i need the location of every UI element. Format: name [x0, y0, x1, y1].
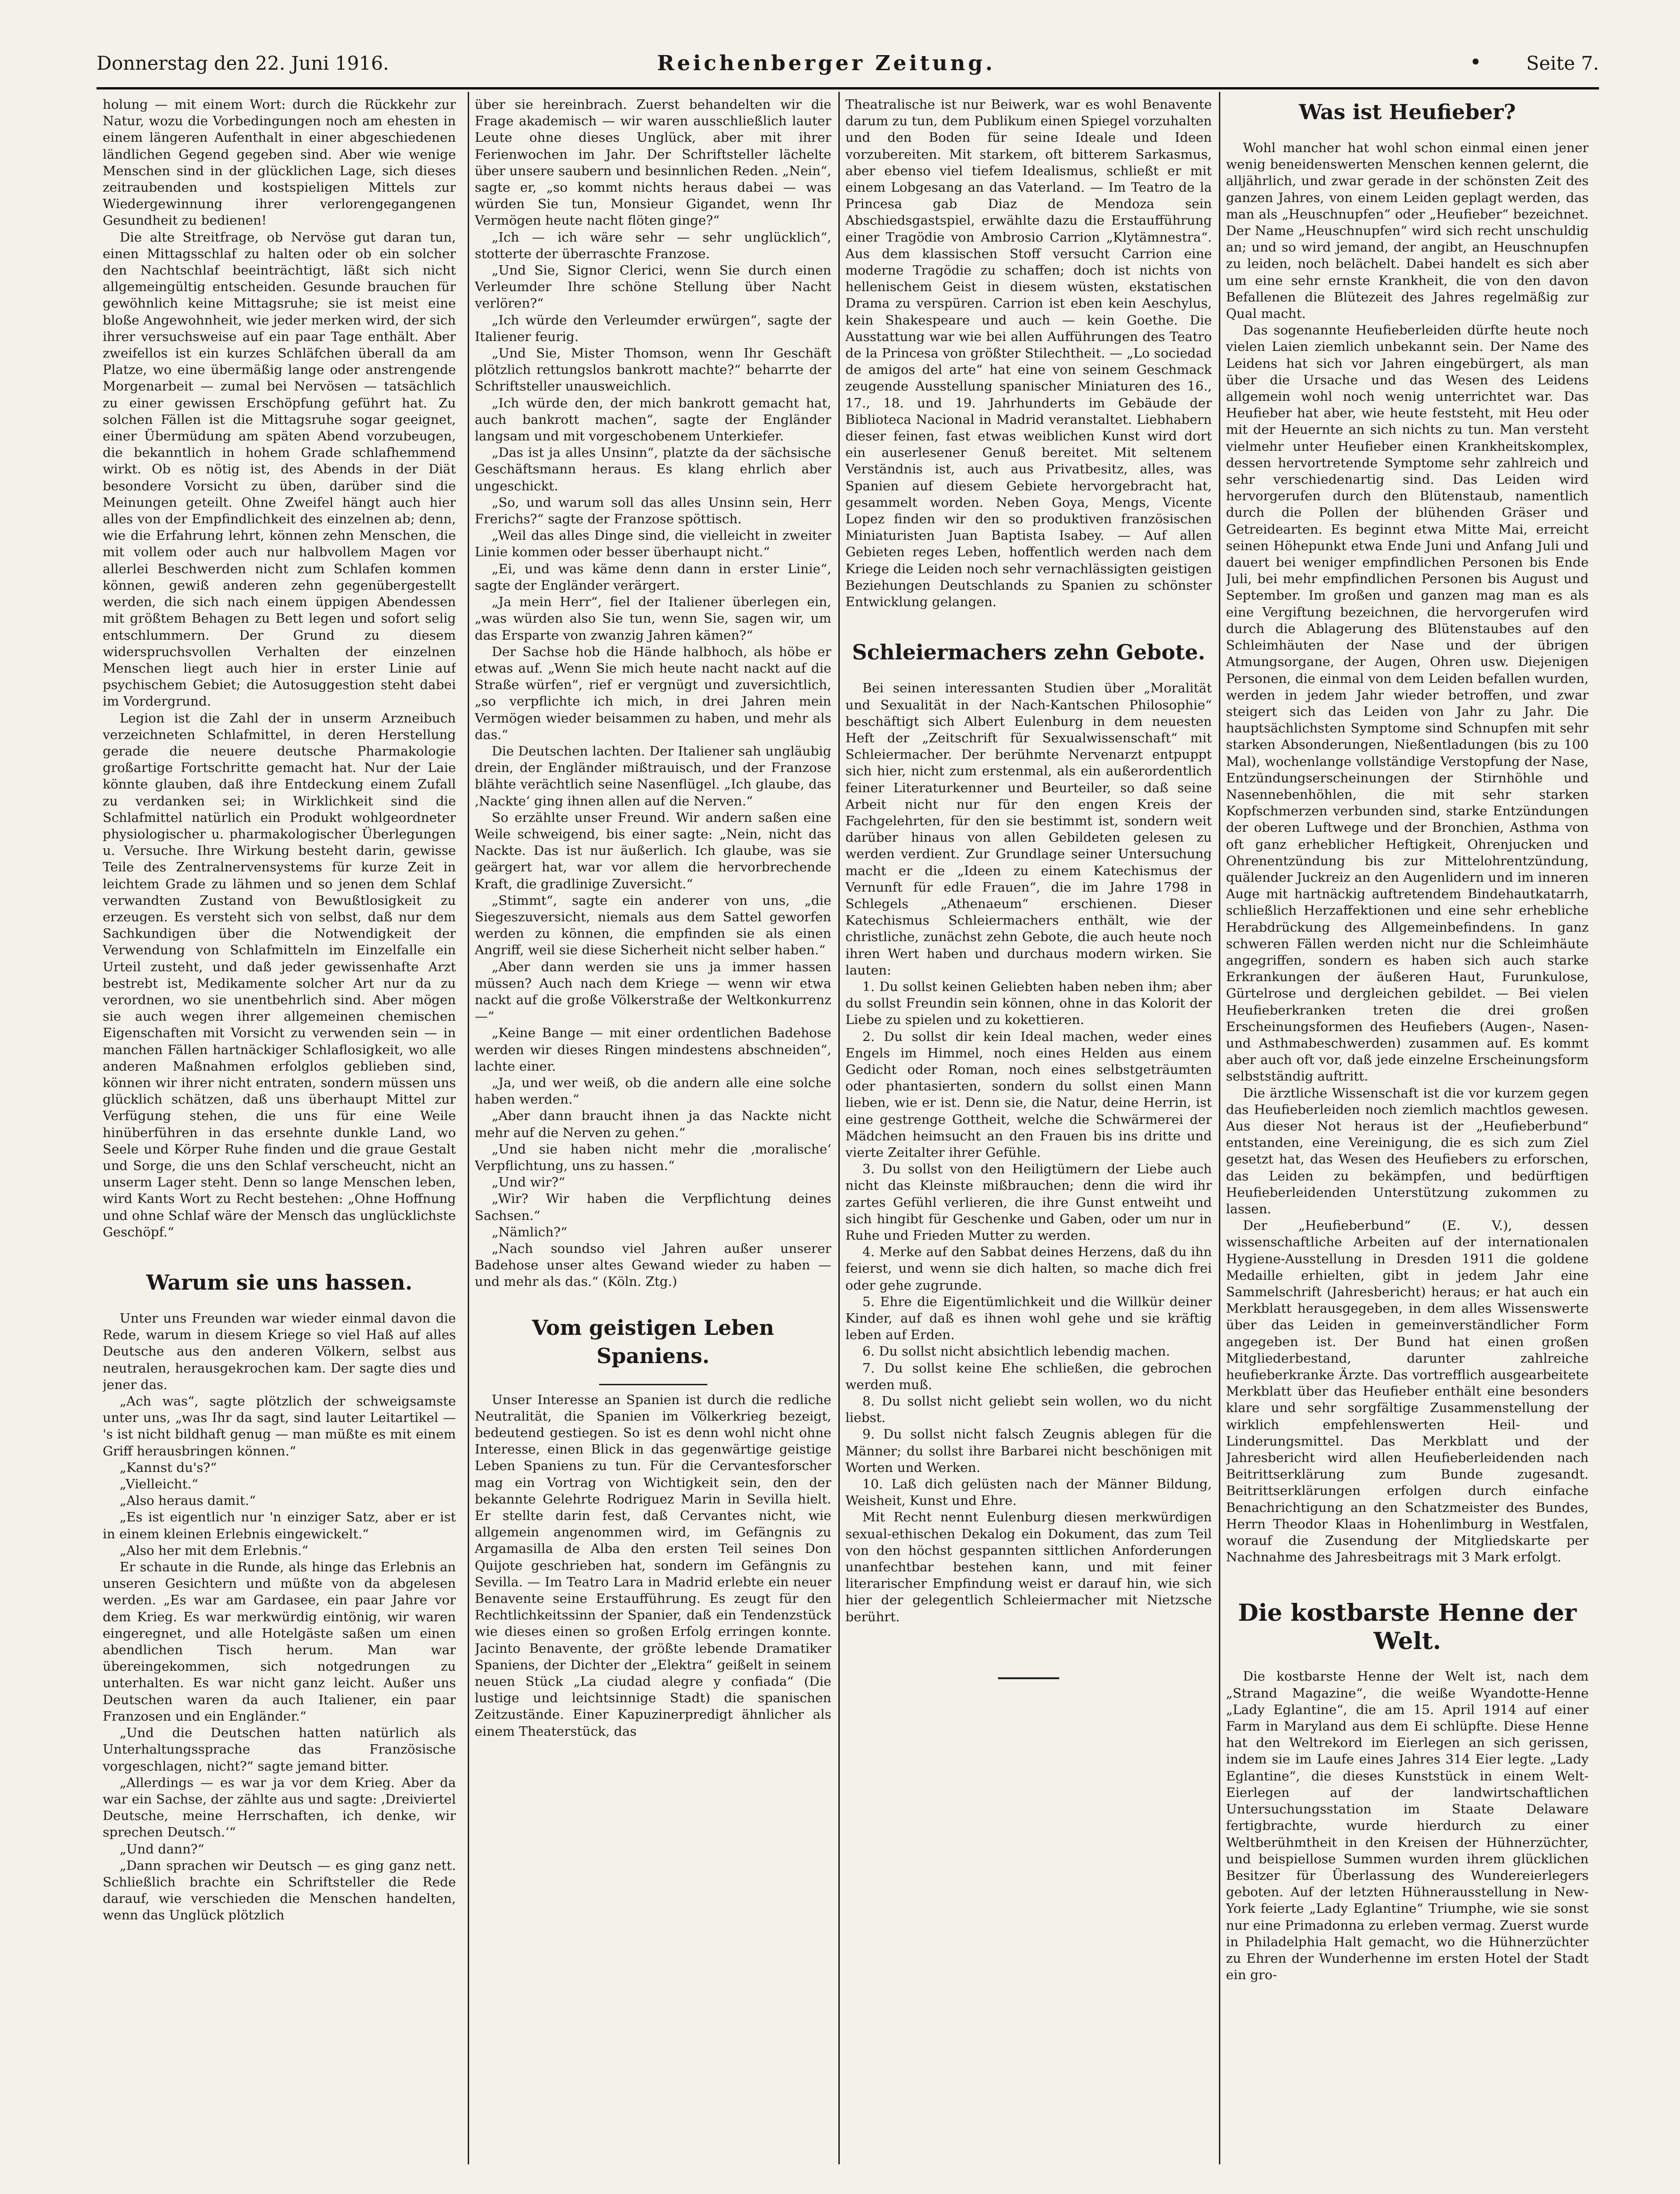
- paragraph: Theatralische ist nur Beiwerk, war es wohl Benavente darum zu tun, dem Publikum einen Spiegel vorzuhalten und den Boden für seine Ideale und Ideen vorzubereiten. Mit starkem, oft bitterem Sarkasmus, aber ebenso viel tiefem Idealismus, schließt er mit einem Lobgesang an das Vaterland. — Im Teatro de la Princesa gab Diaz de Mendoza sein Abschiedsgastspiel, erwählte dazu die Erstaufführung einer Tragödie von Ambrosio Carrion „Klytämnestra“. Aus dem klassischen Stoff versucht Carrion eine moderne Tragödie zu schaffen; doch ist nichts von hellenischem Geist in diesem wüsten, ekstatischen Drama zu verspüren. Carrion ist eben kein Aeschylus, kein Shakespeare und auch — kein Goethe. Die Ausstattung war wie bei allen Aufführungen des Teatro de la Princesa von größter Stilechtheit. — „Lo sociedad de amigos del arte“ hat eine von seinem Geschmack zeugende Ausstellung spanischer Miniaturen des 16., 17., 18. und 19. Jahrhunderts im Gebäude der Biblioteca Nacional in Madrid veranstaltet. Liebhabern dieser feinen, fast etwas weiblichen Kunst wird dort ein auserlesener Genuß bereitet. Mit seltenem Verständnis ist, auch aus Privatbesitz, alles, was Spanien auf diesem Gebiete hervorgebracht hat, gesammelt worden. Neben Goya, Mengs, Vicente Lopez finden wir den so produktiven französischen Miniaturisten Juan Baptista Isabey. — Auf allen Gebieten reges Leben, hoffentlich werden nach dem Kriege die Leiden noch sehr vernachlässigten geistigen Beziehungen Deutschlands zu Spanien zu schönster Entwicklung gelangen.: [845, 97, 1212, 610]
- paragraph: „Kannst du's?“: [120, 1460, 217, 1475]
- paragraph: „So, und warum soll das alles Unsinn sein, Herr Frerichs?“ sagte der Franzose spöttisch.: [475, 495, 831, 527]
- paragraph: „Nach soundso viel Jahren außer unserer Badehose unser altes Gewand wieder zu haben — und mehr als das.“ (Köln. Ztg.): [475, 1241, 831, 1290]
- column-3: [845, 97, 1212, 2164]
- article-heading: Vom geistigen Leben Spaniens.: [532, 1316, 774, 1368]
- commandment: 3. Du sollst von den Heiligtümern der Liebe auch nicht das Kleinste mißbrauchen; denn die wird ihr zartes Gefühl verlieren, die ihre Gunst entweiht und sich hingibt für Geschenke und Gaben, oder um nur in Ruhe und Frieden Mutter zu werden.: [845, 1162, 1212, 1243]
- paragraph: Bei seinen interessanten Studien über „Moralität und Sexualität in der Nach-Kantschen Philosophie“ beschäftigt sich Albert Eulenburg in dem neuesten Heft der „Zeitschrift für Sexualwissenschaft“ mit Schleiermacher. Der berühmte Nervenarzt entpuppt sich hier, nicht zum erstenmal, als ein außerordentlich feiner Literaturkenner und Beurteiler, so daß seine Arbeit nicht nur für den engen Kreis der Fachgelehrten, für den sie bestimmt ist, sondern weit darüber hinaus von allen Gebildeten gelesen zu werden verdient. Zur Grundlage seiner Untersuchung macht er die „Ideen zu einem Katechismus der Vernunft für edle Frauen“, die im Jahre 1798 in Schlegels „Athenaeum“ erschienen. Dieser Katechismus Schleiermachers enthält, wie der christliche, zunächst zehn Gebote, die auch heute noch ihren Wert haben und durchaus modern wirken. Sie lauten:: [845, 681, 1212, 978]
- issue-date: Donnerstag den 22. Juni 1916.: [97, 53, 389, 74]
- column-2: [475, 97, 831, 2164]
- column-4: [1226, 97, 1589, 2164]
- article-heading: Warum sie uns hassen.: [146, 1271, 413, 1295]
- paragraph: „Keine Bange — mit einer ordentlichen Badehose werden wir dieses Ringen mindestens abschneiden“, lachte einer.: [475, 1025, 831, 1074]
- paragraph: „Aber dann werden sie uns ja immer hassen müssen? Auch nach dem Kriege — wenn wir etwa nackt auf die große Völkerstraße der Weltkonkurrenz —“: [475, 959, 831, 1024]
- paragraph: „Dann sprachen wir Deutsch — es ging ganz nett. Schließlich brachte ein Schriftsteller die Rede darauf, wie verschieden die Menschen handelten, wenn das Unglück plötzlich: [103, 1858, 456, 1923]
- article-heading: Was ist Heufieber?: [1299, 100, 1516, 124]
- paragraph: Die kostbarste Henne der Welt ist, nach dem „Strand Magazine“, die weiße Wyandotte-Henne „Lady Eglantine“, die am 15. April 1914 auf einer Farm in Maryland aus dem Ei schlüpfte. Diese Henne hat den Weltrekord im Eierlegen an sich gerissen, indem sie im Laufe eines Jahres 314 Eier legte. „Lady Eglantine“, die dieses Kunststück in einem Welt-Eierlegen auf der landwirtschaftlichen Untersuchungsstation im Staate Delaware fertigbrachte, wurde hierdurch zu einer Weltberühmtheit in den Kreisen der Hühnerzüchter, und beispiellose Summen wurden ihrem glücklichen Besitzer für Überlassung des Wundereierlegers geboten. Auf der letzten Hühnerausstellung in New-York feierte „Lady Eglantine“ Triumphe, wie sie sonst nur eine Primadonna zu erleben vermag. Zuerst wurde in Philadelphia Halt gemacht, wo die Hühnerzüchter zu Ehren der Wunderhenne im ersten Hotel der Stadt ein gro-: [1226, 1669, 1589, 1983]
- heading-rule: [599, 1384, 707, 1385]
- paragraph: „Ei, und was käme denn dann in erster Linie“, sagte der Engländer verärgert.: [475, 561, 831, 593]
- paragraph: „Und sie haben nicht mehr die ‚moralische‘ Verpflichtung, uns zu hassen.“: [475, 1141, 831, 1173]
- paragraph: holung — mit einem Wort: durch die Rückkehr zur Natur, wozu die Vorbedingungen noch am ehesten in einem längeren Aufenthalt in einer abgeschiedenen ländlichen Gegend gegeben sind. Aber wie wenige Menschen sind in der glücklichen Lage, sich dieses zeitraubenden und kostspieligen Mittels zur Wiedergewinnung ihrer verlorengegangenen Gesundheit zu bedienen!: [103, 97, 456, 228]
- paragraph: Er schaute in die Runde, als hinge das Erlebnis an unseren Gesichtern und müßte von da abgelesen werden. „Es war am Gardasee, ein paar Jahre vor dem Krieg. Es war merkwürdig eintönig, wir waren eingeregnet, und alle Hotelgäste saßen um einen abendlichen Tisch herum. Man war übereingekommen, sich notgedrungen zu unterhalten. Es war nicht ganz leicht. Außer uns Deutschen waren da auch Italiener, ein paar Franzosen und ein Engländer.“: [103, 1560, 456, 1724]
- paragraph: Unter uns Freunden war wieder einmal davon die Rede, warum in diesem Kriege so viel Haß auf alles Deutsche aus den anderen Völkern, selbst aus neutralen, herausgekrochen kam. Der sagte dies und jener das.: [103, 1311, 456, 1392]
- paragraph: Die alte Streitfrage, ob Nervöse gut daran tun, einen Mittagsschlaf zu halten oder ob ein solcher den Nachtschlaf beeinträchtigt, läßt sich nicht allgemeingültig entscheiden. Gesunde brauchen für gewöhnlich keine Mittagsruhe; sie ist meist eine bloße Angewohnheit, wie jeder merken wird, der sich ihrer versuchsweise auf ein paar Tage enthält. Aber zweifellos ist ein kurzes Schläfchen überall da am Platze, wo eine übermäßig lange oder anstrengende Morgenarbeit — zumal bei Nervösen — tatsächlich zu einer gewissen Erschöpfung geführt hat. Zu solchen Fällen ist die Mittagsruhe sogar geeignet, einer Übermüdung am späten Abend vorzubeugen, die bekanntlich in hohem Grade schlafhemmend wirkt. Ob es nötig ist, des Abends in der Diät besondere Vorsicht zu üben, darüber sind die Meinungen geteilt. Ohne Zweifel hängt auch hier alles von der Empfindlichkeit des einzelnen ab; denn, wie die Erfahrung lehrt, können zehn Menschen, die mit vollem oder auch nur halbvollem Magen vor allerlei Beschwerden nicht zum Schlafen kommen können, gewiß anderen zehn gegenübergestellt werden, die sich nach einem üppigen Abendessen mit größtem Behagen zu Bett legen und sofort selig entschlummern. Der Grund zu diesem widerspruchsvollen Verhalten der einzelnen Menschen liegt auch hier in erster Linie auf psychischem Gebiet; die Autosuggestion steht dabei im Vordergrund.: [103, 229, 456, 709]
- paragraph: „Und dann?“: [120, 1841, 204, 1857]
- article-end-rule: [998, 1677, 1059, 1679]
- commandment: 8. Du sollst nicht geliebt sein wollen, wo du nicht liebst.: [845, 1394, 1212, 1426]
- commandment: 10. Laß dich gelüsten nach der Männer Bildung, Weisheit, Kunst und Ehre.: [845, 1477, 1212, 1509]
- header-rule: [97, 87, 1599, 89]
- paragraph: Mit Recht nennt Eulenburg diesen merkwürdigen sexual-ethischen Dekalog ein Dokument, das zum Teil von den höchst gespannten sittlichen Anforderungen unanfechtbar bestehen kann, und mit feiner literarischer Empfindung weist er darauf hin, wie sich hier der gelegentlich Schleiermacher mit Nietzsche berührt.: [845, 1510, 1212, 1625]
- paragraph: Der „Heufieberbund“ (E. V.), dessen wissenschaftliche Arbeiten auf der internationalen Hygiene-Ausstellung in Dresden 1911 die goldene Medaille erhielten, gibt in jedem Jahr eine Sammelschrift (Jahresbericht) heraus; er hat auch ein Merkblatt herausgegeben, in dem alles Wissenswerte über das Leiden in gemeinverständlicher Form angegeben ist. Der Bund hat einen großen Mitgliederbestand, darunter zahlreiche heufieberkranke Ärzte. Das vortrefflich ausgearbeitete Merkblatt über das Heufieber enthält eine besonders klare und sehr sorgfältige Zusammenstellung der wirklich empfehlenswerten Heil- und Linderungsmittel. Das Merkblatt und der Jahresbericht wird allen Heufieberleidenden nach Beitrittserklärung zum Bunde zugesandt. Beitrittserklärungen erfolgen durch einfache Benachrichtigung an den Schatzmeister des Bundes, Herrn Theodor Klaas in Hohenlimburg in Westfalen, worauf die Zusendung der Mitgliedskarte per Nachnahme des Jahresbeitrags mit 3 Mark erfolgt.: [1226, 1218, 1589, 1565]
- paragraph: „Vielleicht.“: [120, 1477, 198, 1492]
- page-number: Seite 7.: [1526, 53, 1599, 74]
- commandment: 4. Merke auf den Sabbat deines Herzens, daß du ihn feierst, und wenn sie dich halten, so mache dich frei oder gehe zugrunde.: [845, 1244, 1212, 1293]
- paragraph: Die ärztliche Wissenschaft ist die vor kurzem gegen das Heufieberleiden noch ziemlich machtlos gewesen. Aus dieser Not heraus ist der „Heufieberbund“ entstanden, eine Vereinigung, die es sich zum Ziel gesetzt hat, das Wesen des Heufiebers zu erforschen, das Leiden zu bekämpfen, und bedürftigen Heufieberleidenden Unterstützung zukommen zu lassen.: [1226, 1085, 1589, 1217]
- paragraph: „Allerdings — es war ja vor dem Krieg. Aber da war ein Sachse, der zählte aus und sagte: ‚Dreiviertel Deutsche, meine Herrschaften, ich denke, wir sprechen Deutsch.‘“: [103, 1775, 456, 1840]
- paragraph: „Ja, und wer weiß, ob die andern alle eine solche haben werden.“: [475, 1075, 831, 1107]
- paragraph: „Das ist ja alles Unsinn“, platzte da der sächsische Geschäftsmann heraus. Es klang ehrlich aber ungeschickt.: [475, 445, 831, 494]
- paragraph: „Ja mein Herr“, fiel der Italiener überlegen ein, „was würden also Sie tun, wenn Sie, sagen wir, um das Ersparte von zwanzig Jahren kämen?“: [475, 594, 831, 643]
- paragraph: „Wir? Wir haben die Verpflichtung deines Sachsen.“: [475, 1191, 831, 1223]
- column-1: [103, 97, 456, 2164]
- column-rule: [838, 92, 840, 2164]
- paragraph: „Nämlich?“: [492, 1224, 568, 1240]
- paragraph: „Stimmt“, sagte ein anderer von uns, „die Siegeszuversicht, niemals aus dem Sattel geworfen werden zu können, die empfinden sie als einen Angriff, weil sie diese Sicherheit nicht selber haben.“: [475, 893, 831, 958]
- newspaper-title: Reichenberger Zeitung.: [657, 51, 996, 75]
- commandment: 7. Du sollst keine Ehe schließen, die gebrochen werden muß.: [845, 1360, 1212, 1392]
- paragraph: „Ich — ich wäre sehr — sehr unglücklich“, stotterte der überraschte Franzose.: [475, 229, 831, 261]
- paragraph: So erzählte unser Freund. Wir andern saßen eine Weile schweigend, bis einer sagte: „Nein, nicht das Nackte. Das ist nur äußerlich. Ich glaube, was sie geärgert hat, war vor allem die hervorbrechende Kraft, die gradlinige Zuversicht.“: [475, 810, 831, 892]
- paragraph: Der Sachse hob die Hände halbhoch, als höbe er etwas auf. „Wenn Sie mich heute nacht nackt auf die Straße würfen“, rief er vergnügt und zuversichtlich, „so verpflichte ich mich, in drei Jahren mein Vermögen wieder beisammen zu haben, und mehr als das.“: [475, 644, 831, 742]
- paragraph: „Ach was“, sagte plötzlich der schweigsamste unter uns, „was Ihr da sagt, sind lauter Leitartikel — 's ist nicht bildhaft genug — man müßte es mit einem Griff herausbringen können.“: [103, 1394, 456, 1459]
- paragraph: „Und Sie, Mister Thomson, wenn Ihr Geschäft plötzlich rettungslos bankrott machte?“ beharrte der Schriftsteller unausweichlich.: [475, 346, 831, 394]
- commandment: 1. Du sollst keinen Geliebten haben neben ihm; aber du sollst Freundin sein können, ohne in das Kolorit der Liebe zu spielen und zu kokettieren.: [845, 979, 1212, 1028]
- article-heading: Schleiermachers zehn Gebote.: [852, 641, 1205, 665]
- paragraph: „Ich würde den Verleumder erwürgen“, sagte der Italiener feurig.: [475, 312, 831, 344]
- column-rule: [1219, 92, 1220, 2164]
- paragraph: Unser Interesse an Spanien ist durch die redliche Neutralität, die Spanien im Völkerkrieg bezeigt, bedeutend gestiegen. So ist es denn wohl nicht ohne Interesse, einen Blick in das gegenwärtige geistige Leben Spaniens zu tun. Für die Cervantesforscher mag ein Vortrag von Wichtigkeit sein, den der bekannte Gelehrte Rodriguez Marin in Sevilla hielt. Er stellte darin fest, daß Cervantes nicht, wie allgemein angenommen wird, im Gefängnis zu Argamasilla de Alba den ersten Teil seines Don Quijote geschrieben hat, sondern im Gefängnis zu Sevilla. — Im Teatro Lara in Madrid erlebte ein neuer Benavente seine Erstaufführung. Es zeugt für den Rechtlichkeitssinn der Spanier, daß ein Tendenzstück wie dieses einen so großen Erfolg erringen konnte. Jacinto Benavente, der größte lebende Dramatiker Spaniens, der Dichter der „Elektra“ geißelt in seinem neuen Stück „La ciudad alegre y confiada“ (Die lustige und leichtsinnige Stadt) die spanischen Zeitzustände. Einer Kapuzinerpredigt ähnlicher als einem Theaterstück, das: [475, 1392, 831, 1739]
- paragraph: „Es ist eigentlich nur 'n einziger Satz, aber er ist in einem kleinen Erlebnis eingewickelt.“: [103, 1510, 456, 1542]
- paragraph: Die Deutschen lachten. Der Italiener sah ungläubig drein, der Engländer mißtrauisch, und der Franzose blähte verächtlich seine Nasenflügel. „Ich glaube, das ‚Nackte‘ ging ihnen allen auf die Nerven.“: [475, 743, 831, 809]
- paragraph: Wohl mancher hat wohl schon einmal einen jener wenig beneidenswerten Menschen kennen gelernt, die alljährlich, und zwar gerade in der schönsten Zeit des ganzen Jahres, von einem Leiden geplagt werden, das man als „Heuschnupfen“ oder „Heufieber“ bezeichnet. Der Name „Heuschnupfen“ wird sich recht unschuldig an; und so wird jemand, der angibt, an Heuschnupfen zu leiden, noch belächelt. Dabei handelt es sich aber um eine sehr ernste Krankheit, die von den davon Befallenen die Blütezeit des Jahres regelmäßig zur Qual macht.: [1226, 140, 1589, 322]
- paragraph: „Und wir?“: [492, 1175, 565, 1190]
- column-rule: [468, 92, 469, 2164]
- paragraph: „Und die Deutschen hatten natürlich als Unterhaltungssprache das Französische vorgeschlagen, nicht?“ sagte jemand bitter.: [103, 1725, 456, 1774]
- paragraph: „Und Sie, Signor Clerici, wenn Sie durch einen Verleumder Ihre schöne Stellung über Nacht verlören?“: [475, 263, 831, 311]
- commandment: 9. Du sollst nicht falsch Zeugnis ablegen für die Männer; du sollst ihre Barbarei nicht beschönigen mit Worten und Werken.: [845, 1427, 1212, 1475]
- header-dot: •: [1469, 50, 1482, 74]
- commandment: 2. Du sollst dir kein Ideal machen, weder eines Engels im Himmel, noch eines Helden aus einem Gedicht oder Roman, noch eines selbstgeträumten oder phantasierten, sondern du sollst einen Mann lieben, wie er ist. Denn sie, die Natur, deine Herrin, ist eine gestrenge Gottheit, welche die Schwärmerei der Mädchen heimsucht an den Frauen bis ins dritte und vierte Zeitalter ihrer Gefühle.: [845, 1029, 1212, 1160]
- article-heading: Die kostbarste Henne der Welt.: [1238, 1599, 1577, 1655]
- paragraph: „Also her mit dem Erlebnis.“: [120, 1543, 308, 1558]
- paragraph: „Weil das alles Dinge sind, die vielleicht in zweiter Linie kommen oder besser überhaupt nicht.“: [475, 528, 831, 560]
- page-header: [97, 47, 1599, 80]
- paragraph: über sie hereinbrach. Zuerst behandelten wir die Frage akademisch — wir waren ausschließlich lauter Leute ohne dieses Unglück, aber mit ihrer Ferienwochen im Jahr. Der Schriftsteller lächelte über unsere saubern und besinnlichen Reden. „Nein“, sagte er, „so kommt nichts heraus dabei — was würden Sie tun, Monsieur Gigandet, wenn Ihr Vermögen heute nacht flöten ginge?“: [475, 97, 831, 228]
- commandment: 5. Ehre die Eigentümlichkeit und die Willkür deiner Kinder, auf daß es ihnen wohl gehe und sie kräftig leben auf Erden.: [845, 1294, 1212, 1343]
- paragraph: „Aber dann braucht ihnen ja das Nackte nicht mehr auf die Nerven zu gehen.“: [475, 1108, 831, 1140]
- paragraph: „Ich würde den, der mich bankrott gemacht hat, auch bankrott machen“, sagte der Engländer langsam und mit vorgeschobenem Unterkiefer.: [475, 395, 831, 444]
- commandment: 6. Du sollst nicht absichtlich lebendig machen.: [862, 1344, 1170, 1359]
- paragraph: Legion ist die Zahl der in unserm Arzneibuch verzeichneten Schlafmittel, in deren Herstellung gerade die neuere deutsche Pharmakologie großartige Fortschritte gemacht hat. Nur der Laie könnte glauben, daß ihre Entdeckung einem Zufall zu verdanken sei; in Wirklichkeit sind die Schlafmittel natürlich ein Produkt wohlgeordneter physiologischer u. pharmakologischer Überlegungen u. Versuche. Ihre Wirkung besteht darin, gewisse Teile des Zentralnervensystems für kurze Zeit in leichtem Grade zu lähmen und so jenen dem Schlaf verwandten Zustand von Bewußtlosigkeit zu erzeugen. Es versteht sich von selbst, daß nur dem Sachkundigen über die Notwendigkeit der Verwendung von Schlafmitteln im Einzelfalle ein Urteil zusteht, und daß jeder gewissenhafte Arzt bestrebt ist, Medikamente solcher Art nur da zu verordnen, wo sie unentbehrlich sind. Aber mögen sie auch wegen ihrer allgemeinen chemischen Eigenschaften mit Vorsicht zu verwenden sein — in manchen Fällen hartnäckiger Schlaflosigkeit, wo alle anderen Maßnahmen erfolglos geblieben sind, können wir ihrer nicht entraten, sondern müssen uns glücklich schätzen, daß uns überhaupt Mittel zur Verfügung stehen, die uns für eine Weile hinüberführen in das ersehnte dunkle Land, wo Seele und Körper Ruhe finden und die graue Gestalt und Sorge, die uns den Schlaf verscheucht, nicht an unserm Lager steht. Denn so lange Menschen leben, wird Kants Wort zu Recht bestehen: „Ohne Hoffnung und ohne Schlaf wäre der Mensch das unglücklichste Geschöpf.“: [103, 710, 456, 1240]
- paragraph: „Also heraus damit.“: [120, 1493, 256, 1509]
- paragraph: Das sogenannte Heufieberleiden dürfte heute noch vielen Laien ziemlich unbekannt sein. Der Name des Leidens hat sich vor Jahren eingebürgert, als man über die Ursache und das Wesen des Leidens allgemein wohl noch wenig unterrichtet war. Das Heufieber hat aber, wie heute feststeht, mit Heu oder mit der Heuernte an sich nichts zu tun. Man versteht vielmehr unter Heufieber einen Krankheitskomplex, dessen hervortretende Symptome sehr zahlreich und sehr verschiedenartig sind. Das Leiden wird hervorgerufen durch den Blütenstaub, namentlich durch die Pollen der blühenden Gräser und Getreidearten. Es beginnt etwa Mitte Mai, erreicht seinen Höhepunkt etwa Ende Juni und Anfang Juli und dauert bei weniger empfindlichen Personen bis Ende Juli, bei mehr empfindlichen Personen bis August und September. Im großen und ganzen mag man es als eine Vergiftung bezeichnen, die hervorgerufen wird durch die Ablagerung des Blütenstaubes auf den Schleimhäuten der Nase und der übrigen Atmungsorgane, der Augen, Ohren usw. Diejenigen Personen, die einmal von dem Leiden befallen wurden, werden in jedem Jahr wieder betroffen, und zwar steigert sich das Leiden von Jahr zu Jahr. Die hauptsächlichsten Symptome sind Schnupfen mit sehr starken Absonderungen, Nießentladungen (bis zu 100 Mal), wochenlange vollständige Verstopfung der Nase, Entzündungserscheinungen der Stirnhöhle und Nasennebenhöhlen, die mit sehr starken Kopfschmerzen verbunden sind, starke Entzündungen der oberen Luftwege und der Bronchien, Asthma von oft ganz erheblicher Heftigkeit, Ohrenjucken und Ohrenentzündung bis zur Mittelohrentzündung, quälender Juckreiz an den Augenlidern und im inneren Auge mit hartnäckig auftretendem Bindehautkatarrh, schließlich Herzaffektionen und eine sehr erhebliche Herabdrückung des Allgemeinbefindens. In ganz schweren Fällen werden nicht nur die Schleimhäute angegriffen, sondern es haben sich auch starke Erkrankungen der äußeren Haut, Furunkulose, Gürtelrose und dergleichen gebildet. — Bei vielen Heufieberkranken treten die drei großen Erscheinungsformen des Heufiebers (Augen-, Nasen- und Asthmabeschwerden) zusammen auf. Es kommt aber auch oft vor, daß jede einzelne Erscheinungsform selbstständig auftritt.: [1226, 323, 1589, 1084]
